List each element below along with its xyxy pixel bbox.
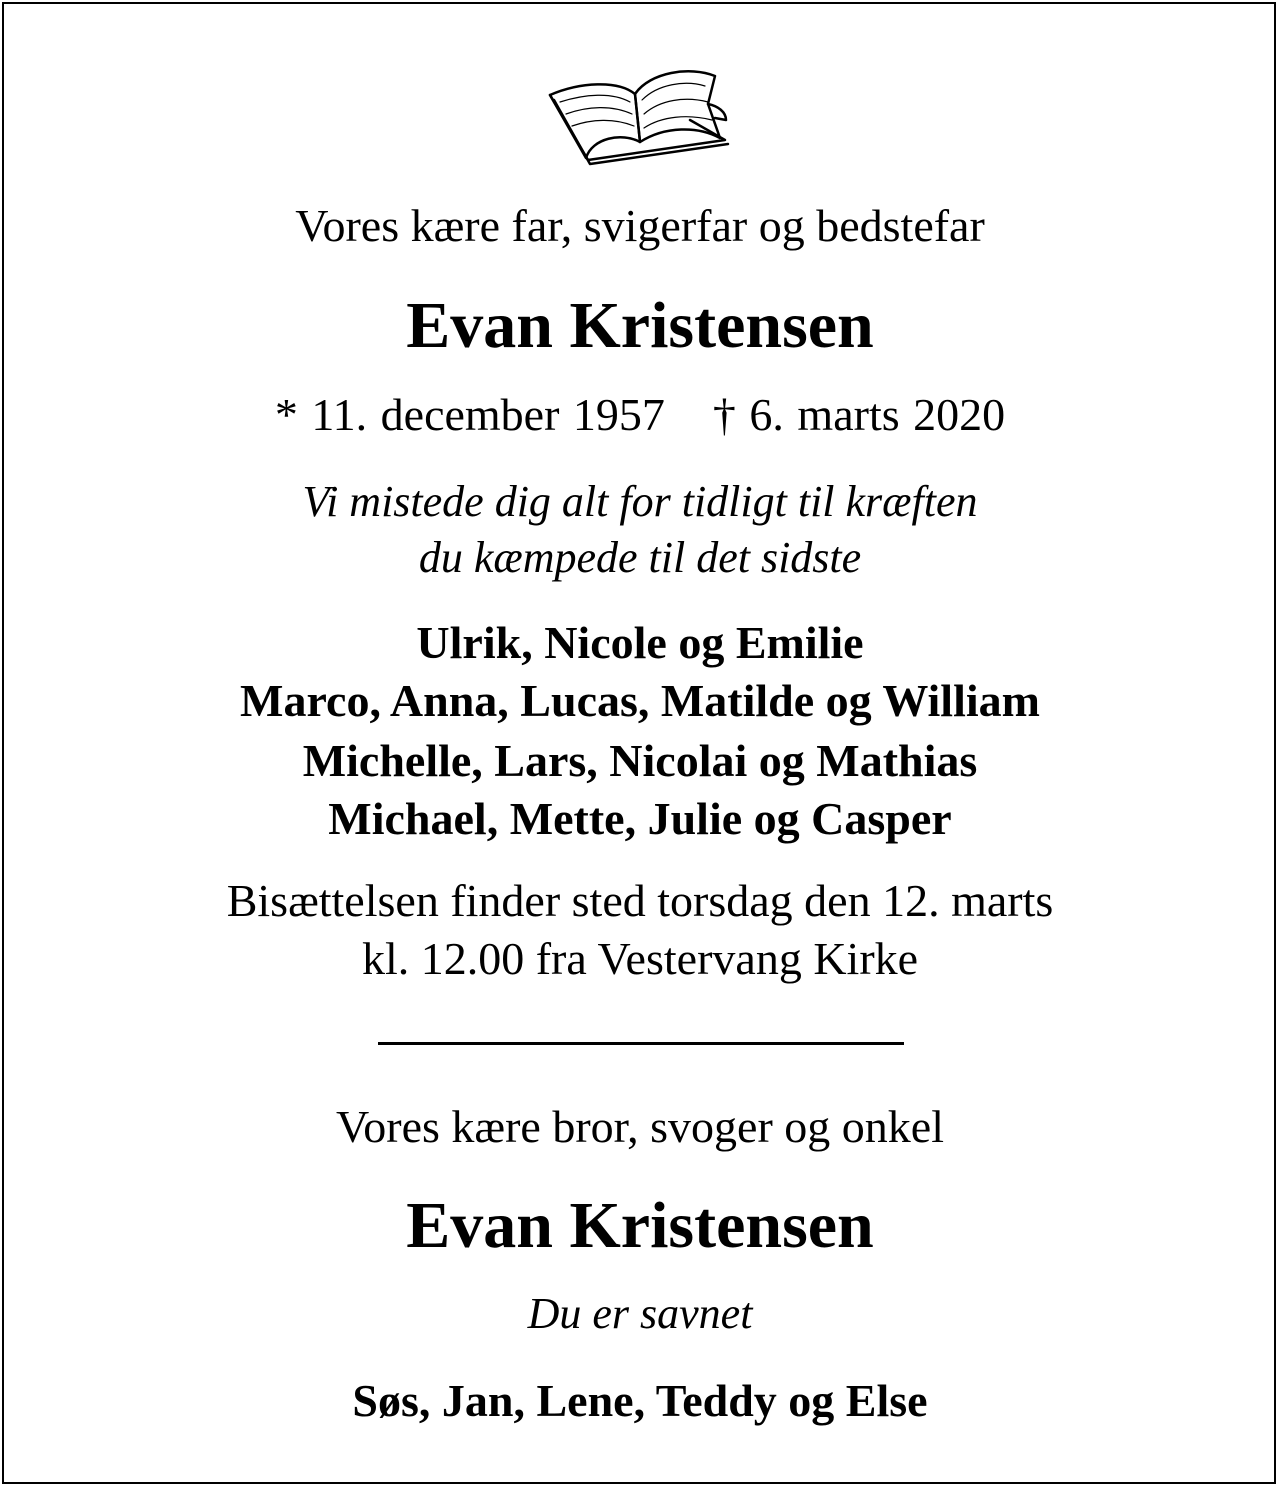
birth-date: * 11. december 1957: [274, 389, 665, 440]
family-line-3: Michelle, Lars, Nicolai og Mathias: [302, 735, 978, 786]
death-date: † 6. marts 2020: [712, 389, 1006, 440]
notice1-deceased-name: Evan Kristensen: [406, 289, 874, 362]
verse-line-2: du kæmpede til det sidste: [418, 533, 862, 582]
service-line-2: kl. 12.00 fra Vestervang Kirke: [361, 933, 919, 984]
life-dates: [0, 389, 1280, 440]
open-book-icon: [540, 60, 740, 170]
family-line-2: Marco, Anna, Lucas, Matilde og William: [240, 675, 1040, 726]
family-line-4: Michael, Mette, Julie og Casper: [328, 793, 952, 844]
closing-phrase: Du er savnet: [527, 1289, 753, 1338]
signers-line: Søs, Jan, Lene, Teddy og Else: [352, 1375, 928, 1426]
notice2-deceased-name: Evan Kristensen: [406, 1189, 874, 1262]
family-line-1: Ulrik, Nicole og Emilie: [416, 617, 864, 668]
notice1-intro: Vores kære far, svigerfar og bedstefar: [295, 200, 985, 251]
service-line-1: Bisættelsen finder sted torsdag den 12. marts: [226, 875, 1054, 926]
verse-line-1: Vi mistede dig alt for tidligt til kræften: [302, 477, 978, 526]
divider-rule: [378, 1042, 904, 1045]
notice2-intro: Vores kære bror, svoger og onkel: [336, 1101, 944, 1152]
